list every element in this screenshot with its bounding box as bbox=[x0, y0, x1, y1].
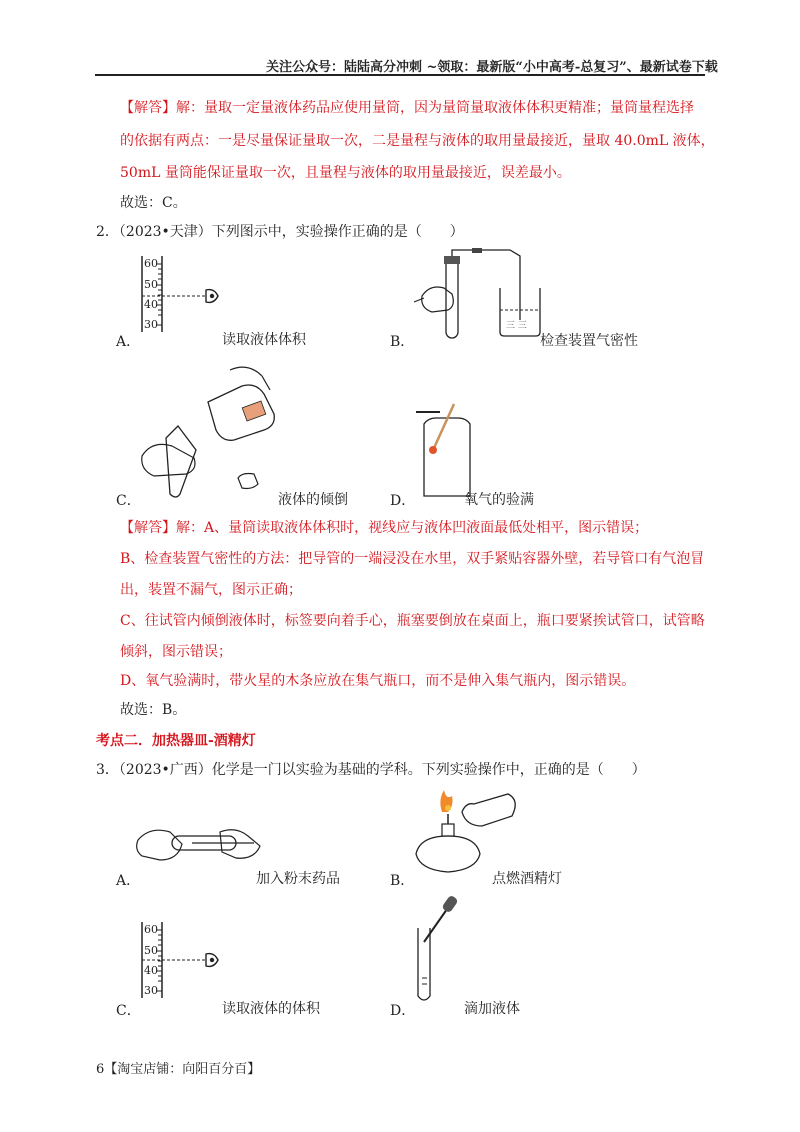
q3-b-alcohol-lamp-figure bbox=[412, 784, 522, 876]
answer2-line3: 出，装置不漏气，图示正确； bbox=[120, 582, 302, 598]
q2-a-tick-60: 60 bbox=[144, 257, 158, 270]
q2-option-d-caption: 氧气的验满 bbox=[464, 492, 534, 508]
q2-option-c-letter: C． bbox=[116, 493, 141, 509]
q3-c-cylinder-figure bbox=[128, 918, 228, 1000]
answer2-line4: C、往试管内倾倒液体时，标签要向着手心，瓶塞要倒放在桌面上，瓶口要紧挨试管口，试管略 bbox=[120, 613, 705, 629]
q3-option-a-caption: 加入粉末药品 bbox=[256, 871, 340, 887]
q2-option-b-letter: B． bbox=[390, 334, 415, 350]
q2-option-a-caption: 读取液体体积 bbox=[222, 332, 306, 348]
header-rule bbox=[95, 74, 705, 76]
q2-stem: 2．（2023•天津）下列图示中，实验操作正确的是（ ） bbox=[96, 224, 464, 240]
answer1-choice: 故选：C。 bbox=[120, 195, 187, 211]
q2-c-pouring-figure bbox=[138, 360, 288, 500]
q3-stem: 3．（2023•广西）化学是一门以实验为基础的学科。下列实验操作中，正确的是（ ） bbox=[96, 762, 646, 778]
answer1-line1: 【解答】解：量取一定量液体药品应使用量筒，因为量筒量取液体体积更精准；量筒量程选择 bbox=[120, 100, 694, 116]
q3-c-tick-50: 50 bbox=[144, 944, 158, 957]
q2-a-cylinder-figure bbox=[128, 252, 228, 334]
q3-c-tick-30: 30 bbox=[144, 984, 158, 997]
answer2-line2: B、检查装置气密性的方法：把导管的一端浸没在水里，双手紧贴容器外壁，若导管口有气泡冒 bbox=[120, 551, 705, 567]
page-header: 关注公众号：陆陆高分冲刺 ~领取：最新版“小中高考-总复习”、最新试卷下载 bbox=[266, 60, 718, 75]
answer2-line1: 【解答】解：A、量筒读取液体体积时，视线应与液体凹液面最低处相平，图示错误； bbox=[120, 520, 649, 536]
q3-c-tick-60: 60 bbox=[144, 923, 158, 936]
answer2-line5: 倾斜，图示错误； bbox=[120, 644, 232, 660]
q2-a-tick-30: 30 bbox=[144, 318, 158, 331]
page-footer: 6【淘宝店铺：向阳百分百】 bbox=[96, 1062, 261, 1077]
q3-option-a-letter: A． bbox=[116, 873, 141, 889]
q3-c-tick-40: 40 bbox=[144, 964, 158, 977]
q3-option-d-caption: 滴加液体 bbox=[464, 1001, 520, 1017]
q2-option-d-letter: D． bbox=[390, 493, 416, 509]
q2-option-a-letter: A． bbox=[116, 334, 141, 350]
q2-a-tick-40: 40 bbox=[144, 298, 158, 311]
answer1-line2: 的依据有两点：一是尽量保证量取一次，二是量程与液体的取用量最接近，量取 40.0mL 液体， bbox=[120, 133, 715, 149]
q3-option-c-letter: C． bbox=[116, 1003, 141, 1019]
q3-option-b-letter: B． bbox=[390, 873, 415, 889]
q2-option-c-caption: 液体的倾倒 bbox=[278, 492, 348, 508]
answer2-line6: D、氧气验满时，带火星的木条应放在集气瓶口，而不是伸入集气瓶内，图示错误。 bbox=[120, 673, 636, 689]
q3-option-d-letter: D． bbox=[390, 1003, 416, 1019]
q2-b-airtightness-figure bbox=[412, 248, 542, 340]
svg-text:三 三: 三 三 bbox=[506, 321, 527, 331]
section-title: 考点二．加热器皿-酒精灯 bbox=[96, 733, 256, 749]
q3-d-dropper-figure bbox=[412, 898, 462, 1004]
answer1-line3: 50mL 量筒能保证量取一次，且量程与液体的取用量最接近，误差最小。 bbox=[120, 165, 571, 181]
q2-d-oxygen-test-figure bbox=[414, 404, 474, 502]
q3-option-b-caption: 点燃酒精灯 bbox=[492, 871, 562, 887]
q2-a-tick-50: 50 bbox=[144, 278, 158, 291]
q3-a-powder-figure bbox=[136, 822, 266, 866]
q2-option-b-caption: 检查装置气密性 bbox=[540, 333, 638, 349]
q3-option-c-caption: 读取液体的体积 bbox=[222, 1001, 320, 1017]
answer2-choice: 故选：B。 bbox=[120, 702, 187, 718]
